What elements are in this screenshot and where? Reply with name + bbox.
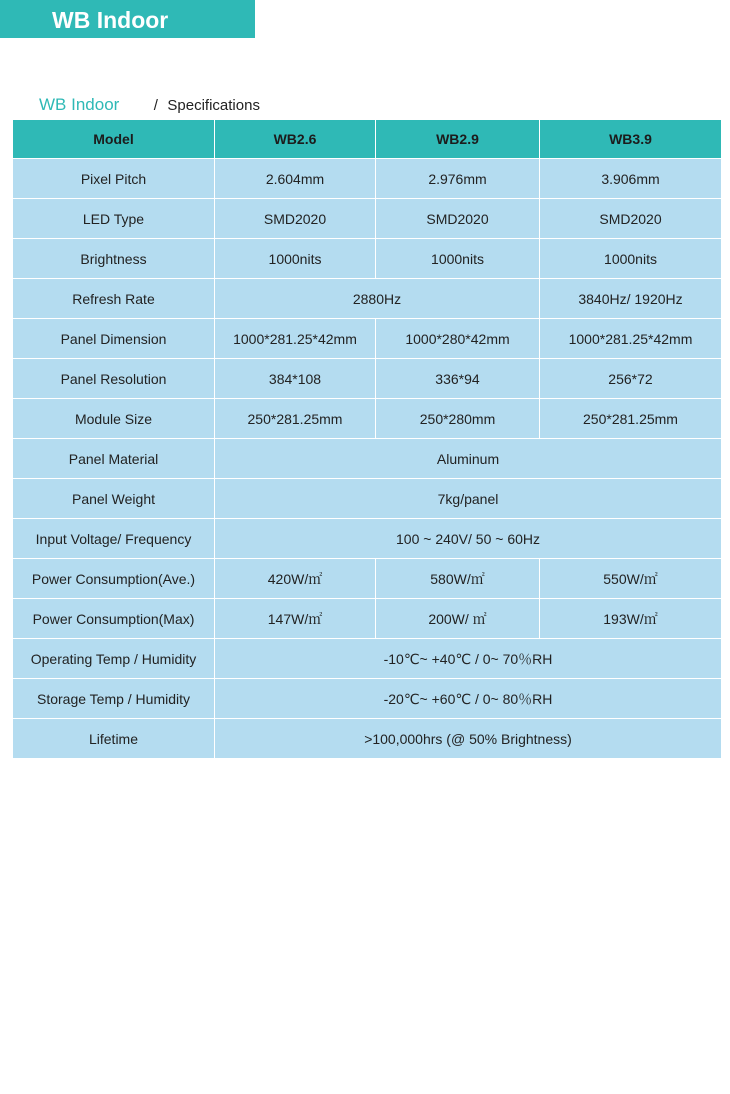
table-cell: 193W/㎡ bbox=[540, 599, 722, 639]
table-row bbox=[13, 319, 722, 359]
row-label: Input Voltage/ Frequency bbox=[13, 519, 215, 559]
row-label: Panel Material bbox=[13, 439, 215, 479]
table-cell: -20℃~ +60℃ / 0~ 80％RH bbox=[215, 679, 722, 719]
subheading-separator: / bbox=[153, 97, 158, 114]
column-header-wb2-6: WB2.6 bbox=[215, 120, 376, 159]
table-cell: 250*280mm bbox=[376, 399, 540, 439]
table-cell: 1000*281.25*42mm bbox=[540, 319, 722, 359]
table-cell: SMD2020 bbox=[540, 199, 722, 239]
row-label: LED Type bbox=[13, 199, 215, 239]
subheading-section: Specifications bbox=[167, 97, 260, 114]
row-label: Power Consumption(Ave.) bbox=[13, 559, 215, 599]
table-cell: 550W/㎡ bbox=[540, 559, 722, 599]
row-label: Operating Temp / Humidity bbox=[13, 639, 215, 679]
table-body bbox=[13, 159, 722, 759]
specifications-table bbox=[12, 119, 722, 759]
table-cell: SMD2020 bbox=[376, 199, 540, 239]
column-header-wb3-9: WB3.9 bbox=[540, 120, 722, 159]
table-cell: 1000nits bbox=[376, 239, 540, 279]
table-row bbox=[13, 519, 722, 559]
table-cell: 200W/ ㎡ bbox=[376, 599, 540, 639]
table-cell: 250*281.25mm bbox=[215, 399, 376, 439]
table-cell: 3.906mm bbox=[540, 159, 722, 199]
table-cell: 1000nits bbox=[215, 239, 376, 279]
table-cell: >100,000hrs (@ 50% Brightness) bbox=[215, 719, 722, 759]
row-label: Panel Resolution bbox=[13, 359, 215, 399]
banner-title: WB Indoor bbox=[52, 7, 169, 33]
table-row bbox=[13, 239, 722, 279]
row-label: Power Consumption(Max) bbox=[13, 599, 215, 639]
table-row bbox=[13, 719, 722, 759]
table-cell: Aluminum bbox=[215, 439, 722, 479]
table-row bbox=[13, 279, 722, 319]
page-banner bbox=[0, 0, 255, 38]
table-row bbox=[13, 439, 722, 479]
row-label: Refresh Rate bbox=[13, 279, 215, 319]
table-cell: 250*281.25mm bbox=[540, 399, 722, 439]
table-row bbox=[13, 679, 722, 719]
column-header-model: Model bbox=[13, 120, 215, 159]
table-row bbox=[13, 639, 722, 679]
table-row bbox=[13, 199, 722, 239]
row-label: Lifetime bbox=[13, 719, 215, 759]
table-cell: 100 ~ 240V/ 50 ~ 60Hz bbox=[215, 519, 722, 559]
table-cell: 336*94 bbox=[376, 359, 540, 399]
table-cell: 384*108 bbox=[215, 359, 376, 399]
table-cell: 1000nits bbox=[540, 239, 722, 279]
table-header bbox=[13, 120, 722, 159]
row-label: Pixel Pitch bbox=[13, 159, 215, 199]
subheading-brand: WB Indoor bbox=[39, 95, 120, 114]
table-row bbox=[13, 399, 722, 439]
table-row bbox=[13, 559, 722, 599]
table-cell: 256*72 bbox=[540, 359, 722, 399]
table-cell: 2.604mm bbox=[215, 159, 376, 199]
table-row bbox=[13, 359, 722, 399]
row-label: Module Size bbox=[13, 399, 215, 439]
row-label: Storage Temp / Humidity bbox=[13, 679, 215, 719]
row-label: Panel Weight bbox=[13, 479, 215, 519]
table-cell: 2880Hz bbox=[215, 279, 540, 319]
table-cell: 147W/㎡ bbox=[215, 599, 376, 639]
section-heading bbox=[39, 93, 260, 117]
table-cell: 580W/㎡ bbox=[376, 559, 540, 599]
header-row bbox=[13, 120, 722, 159]
table-row bbox=[13, 599, 722, 639]
row-label: Brightness bbox=[13, 239, 215, 279]
column-header-wb2-9: WB2.9 bbox=[376, 120, 540, 159]
table-cell: 1000*280*42mm bbox=[376, 319, 540, 359]
table-cell: 420W/㎡ bbox=[215, 559, 376, 599]
table-row bbox=[13, 159, 722, 199]
table-cell: SMD2020 bbox=[215, 199, 376, 239]
table-cell: 1000*281.25*42mm bbox=[215, 319, 376, 359]
table-cell: 7kg/panel bbox=[215, 479, 722, 519]
row-label: Panel Dimension bbox=[13, 319, 215, 359]
table-cell: 2.976mm bbox=[376, 159, 540, 199]
table-row bbox=[13, 479, 722, 519]
table-cell: -10℃~ +40℃ / 0~ 70％RH bbox=[215, 639, 722, 679]
table-cell: 3840Hz/ 1920Hz bbox=[540, 279, 722, 319]
